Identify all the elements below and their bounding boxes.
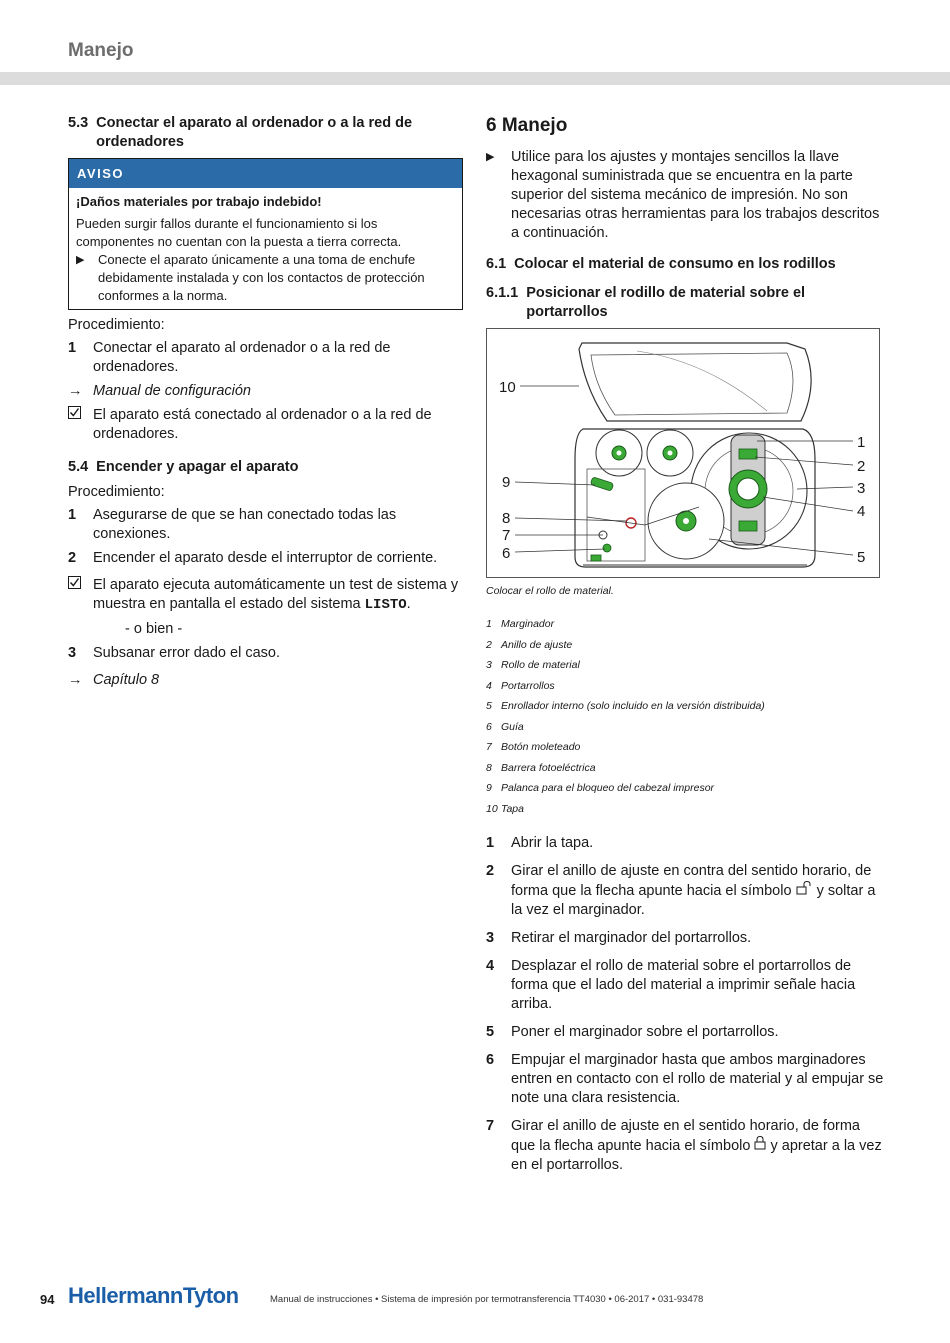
legend-text: Portarrollos: [501, 679, 555, 692]
section-5-3-heading: [68, 114, 463, 152]
step-text-end: y apretar a la vez en el portarrollos.: [511, 1137, 882, 1173]
legend-number: 7: [486, 741, 492, 753]
section-title: Conectar el aparato al ordenador o a la red de ordenadores: [96, 115, 413, 150]
procedure-step: [68, 339, 463, 377]
step-text: [511, 862, 884, 920]
legend-text: Anillo de ajuste: [501, 638, 573, 651]
notice-box: [68, 158, 463, 310]
callout-8: 8: [502, 510, 511, 527]
triangle-bullet-icon: ▶: [486, 151, 495, 163]
section-6-1-heading: [486, 255, 884, 274]
legend-number: 2: [486, 638, 492, 651]
callout-5: 5: [857, 549, 866, 566]
step-text: Conectar el aparato al ordenador o a la red de ordenadores.: [93, 340, 391, 375]
checkbox-checked-icon: [68, 406, 93, 444]
step-text: Desplazar el rollo de material sobre el portarrollos de forma que el lado del material a imprimir señale hacia arriba.: [511, 958, 856, 1012]
lock-icon: [754, 1136, 766, 1156]
step-text: Poner el marginador sobre el portarrollos.: [511, 1024, 779, 1040]
step-text-end: y soltar a la vez el marginador.: [511, 882, 876, 918]
callout-1: 1: [857, 434, 866, 451]
legend-item: [486, 677, 884, 698]
legend-number: 1: [486, 618, 492, 630]
checkbox-checked-icon: [68, 576, 93, 615]
legend-text: Barrera fotoeléctrica: [501, 761, 596, 774]
instruction-step: [486, 834, 884, 853]
legend-item: [486, 615, 884, 636]
notice-body: [69, 188, 462, 309]
result-text: [93, 576, 463, 615]
procedure-step: [68, 549, 463, 568]
status-code: LISTO: [364, 597, 407, 613]
step-text-main: Girar el anillo de ajuste en el sentido horario, de forma que la flecha apunte hacia el símbolo: [511, 1118, 860, 1154]
callout-7: 7: [502, 527, 511, 544]
instruction-steps: [486, 834, 884, 1175]
step-text: Empujar el marginador hasta que ambos marginadores entren en contacto con el rollo de material y al empujar se note una clara resistencia.: [511, 1052, 884, 1106]
notice-bullet-text: Conecte el aparato únicamente a una toma de enchufe debidamente instalada y con los contactos de protección conformes a la norma.: [98, 252, 425, 303]
figure-caption: Colocar el rollo de material.: [486, 585, 614, 597]
step-number: 5: [486, 1024, 495, 1040]
page-number: 94: [40, 1292, 55, 1307]
section-title: Encender y apagar el aparato: [96, 459, 299, 475]
legend-item: [486, 779, 884, 800]
legend-text: Palanca para el bloqueo del cabezal impresor: [501, 782, 715, 794]
intro-bullet: [486, 148, 884, 243]
triangle-bullet-icon: ▶: [76, 254, 85, 266]
callout-3: 3: [857, 480, 866, 497]
step-number: 2: [68, 550, 77, 566]
legend-item: [486, 636, 884, 657]
step-number: 4: [486, 958, 495, 974]
section-number: 5.3: [68, 115, 89, 131]
section-5-4-heading: [68, 458, 463, 477]
legend-item: [486, 800, 884, 821]
or-separator: - o bien -: [125, 621, 183, 637]
reference-text: Manual de configuración: [93, 383, 251, 399]
legend-number: 5: [486, 700, 492, 712]
procedure-label: Procedimiento:: [68, 317, 165, 333]
page-header-title: Manejo: [68, 40, 134, 61]
arrow-right-icon: →: [68, 672, 83, 688]
step-number: 3: [68, 645, 77, 661]
page-footer: [0, 1283, 950, 1313]
callout-10: 10: [499, 379, 516, 396]
step-text: [511, 1117, 884, 1175]
instruction-step: [486, 862, 884, 920]
step-number: 2: [486, 863, 495, 879]
cross-reference: [68, 382, 463, 401]
intro-text: Utilice para los ajustes y montajes sencillos la llave hexagonal suministrada que se encuentra en la parte superior del sistema mecánico de impresión. No son necesarias otras herramientas para los trabajos descritos a continuación.: [511, 149, 880, 241]
notice-bullet: [76, 251, 455, 305]
procedure-label: Procedimiento:: [68, 484, 165, 500]
legend-text: Botón moleteado: [501, 741, 581, 753]
legend-number: 3: [486, 659, 492, 671]
step-text: Abrir la tapa.: [511, 835, 594, 851]
step-text: Retirar el marginador del portarrollos.: [511, 930, 752, 946]
instruction-step: [486, 1117, 884, 1175]
header-bar: [0, 72, 950, 85]
section-number: 6.1.1: [486, 285, 519, 301]
reference-text: Capítulo 8: [93, 672, 160, 688]
section-6-1-1-heading: [486, 284, 884, 322]
section-number: 5.4: [68, 459, 89, 475]
legend-text: Rollo de material: [501, 659, 580, 671]
chapter-title: 6 Manejo: [486, 115, 568, 136]
procedure-step: [68, 644, 463, 663]
legend-text: Guía: [501, 720, 524, 733]
step-text: Subsanar error dado el caso.: [93, 645, 280, 661]
step-text: Asegurarse de que se han conectado todas las conexiones.: [93, 507, 397, 542]
notice-text: Pueden surgir fallos durante el funcionamiento si los componentes no cuentan con la puesta a tierra correcta.: [76, 216, 402, 249]
legend-text: Enrollador interno (solo incluido en la versión distribuida): [501, 700, 765, 712]
step-number: 1: [68, 340, 77, 356]
legend-item: [486, 759, 884, 780]
notice-warning-title: ¡Daños materiales por trabajo indebido!: [76, 194, 322, 209]
step-number: 6: [486, 1052, 495, 1068]
step-text-main: Girar el anillo de ajuste en contra del sentido horario, de forma que la flecha apunte hacia el símbolo: [511, 863, 872, 899]
step-number: 1: [68, 507, 77, 523]
hellermanntyton-logo: HellermannTyton: [68, 1283, 239, 1308]
right-column: [486, 114, 884, 1184]
arrow-right-icon: →: [68, 383, 83, 399]
callout-6: 6: [502, 545, 511, 562]
step-text: Encender el aparato desde el interruptor de corriente.: [93, 550, 438, 566]
legend-number: 4: [486, 679, 492, 692]
legend-number: 9: [486, 782, 492, 794]
unlock-icon: [796, 881, 813, 901]
left-column: [68, 114, 463, 695]
instruction-step: [486, 1023, 884, 1042]
legend-text: Tapa: [501, 802, 524, 815]
legend-item: [486, 656, 884, 677]
step-number: 1: [486, 835, 495, 851]
legend-number: 8: [486, 761, 492, 774]
section-title: Posicionar el rodillo de material sobre el portarrollos: [526, 285, 806, 320]
cross-reference: [68, 671, 463, 690]
footer-text: Manual de instrucciones • Sistema de impresión por termotransferencia TT4030 • 06-2017 • 031-93478: [270, 1294, 704, 1305]
legend-number: 6: [486, 720, 492, 733]
callout-9: 9: [502, 474, 511, 491]
figure-legend: [486, 615, 884, 820]
result-line: [68, 576, 463, 615]
callout-4: 4: [857, 503, 866, 520]
legend-text: Marginador: [501, 618, 555, 630]
callout-2: 2: [857, 458, 866, 475]
printer-figure: [486, 328, 880, 578]
result-text: El aparato está conectado al ordenador o a la red de ordenadores.: [93, 407, 432, 442]
notice-header: AVISO: [69, 159, 462, 188]
instruction-step: [486, 1051, 884, 1108]
result-text-end: .: [406, 596, 411, 612]
legend-item: [486, 738, 884, 759]
legend-number: 10: [486, 802, 498, 815]
result-text-main: El aparato ejecuta automáticamente un test de sistema y muestra en pantalla el estado del sistema: [93, 577, 459, 612]
section-number: 6.1: [486, 256, 507, 272]
instruction-step: [486, 929, 884, 948]
instruction-step: [486, 957, 884, 1014]
legend-item: [486, 718, 884, 739]
step-number: 7: [486, 1118, 495, 1134]
printer-drawing: [487, 329, 881, 579]
legend-item: [486, 697, 884, 718]
step-number: 3: [486, 930, 495, 946]
procedure-step: [68, 506, 463, 544]
section-title: Colocar el material de consumo en los rodillos: [514, 256, 836, 272]
result-line: [68, 406, 463, 444]
